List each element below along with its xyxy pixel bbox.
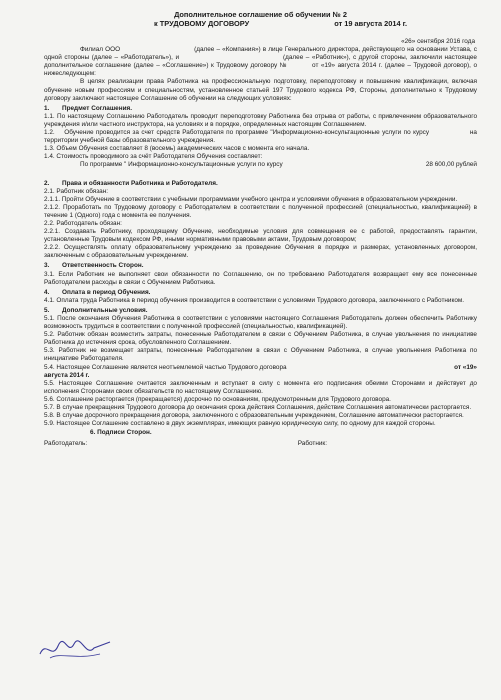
clause-2-2-2: 2.2.2. Осуществлять оплату образовательному учреждению за проведение Обучения в порядке и размерах, установленных договором, заключенным с образовательным учреждением.: [44, 244, 477, 260]
clause-5-9: 5.9. Настоящее Соглашение составлено в двух экземплярах, имеющих равную юридическую силу, по одному для каждой стороны.: [44, 420, 436, 428]
section-2-heading: 2. Права и обязанности Работника и Работодателя.: [44, 179, 218, 187]
clause-1-3: 1.3. Объем Обучения составляет 8 (восемь) академических часов с момента его начала.: [44, 145, 310, 153]
section-5-heading: 5. Дополнительные условия.: [44, 306, 148, 314]
clause-5-4-continuation: августа 2014 г.: [44, 371, 90, 379]
clause-2-2: 2.2. Работодатель обязан:: [44, 219, 122, 227]
employer-signature-label: Работодатель:: [44, 440, 88, 448]
program-cost: 28 600,00 рублей: [425, 161, 477, 169]
section-1-heading: 1. Предмет Соглашения.: [44, 104, 133, 112]
clause-1-2: 1.2. Обучение проводится за счет средств Работодателя по программе "Информационно-консультационные услуги по курсу на территории учебной базы образовательного учреждения.: [44, 129, 479, 145]
document-title: [44, 10, 477, 28]
clause-4-1: 4.1. Оплата труда Работника в период обучения производится в соответствии с условиями Трудового договора, заключенного с Работником.: [44, 296, 465, 304]
title-contract-ref: к ТРУДОВОМУ ДОГОВОРУ: [154, 19, 250, 28]
clause-2-2-1: 2.2.1. Создавать Работнику, проходящему Обучение, необходимые условия для совмещения ее с работой, предоставлять гарантии, установленные Трудовым кодексом РФ, иными нормативными правовыми актами, Трудовым договором;: [44, 228, 477, 244]
program-name: По программе " Информационно-консультационные услуги по курсу: [80, 161, 283, 169]
section-4-heading: 4. Оплата в период Обучения.: [44, 288, 151, 296]
signature-row: [44, 440, 477, 448]
clause-1-4: 1.4. Стоимость проводимого за счёт Работодателя Обучения составляет:: [44, 153, 263, 161]
title-contract-date: от 19 августа 2014 г.: [334, 19, 407, 28]
title-line-1: Дополнительное соглашение об обучении № 2: [174, 10, 347, 19]
handwritten-signature-icon: [36, 636, 116, 662]
clause-5-8: 5.8. В случае досрочного прекращения договора, заключенного с образовательным учреждением, Соглашение автоматически расторгается.: [44, 412, 464, 420]
employee-signature-label: Работник:: [297, 440, 327, 448]
clause-5-2: 5.2. Работник обязан возместить затраты, понесенные Работодателем в связи с Обучением Работника, в случае увольнения по инициативе Работника до истечения срока, обусловленного Соглашением.: [44, 331, 477, 347]
clause-5-4: 5.4. Настоящее Соглашение является неотъемлемой частью Трудового договора от «19»: [44, 363, 477, 371]
clause-5-4-date: от «19»: [454, 363, 477, 371]
clause-2-1: 2.1. Работник обязан:: [44, 187, 109, 195]
document-date: «26» сентября 2016 года: [401, 38, 475, 45]
section-3-heading: 3. Ответственность Сторон.: [44, 262, 144, 270]
clause-2-1-1: 2.1.1. Пройти Обучение в соответствии с учебными программами учебного центра и условиями обучения в образовательном учреждении.: [44, 195, 458, 203]
preamble-paragraph: В целях реализации права Работника на профессиональную подготовку, переподготовку и повышение квалификации, включая обучение новым профессиям и специальностям, установленное статьей 197 Трудового кодекса РФ, Стороны, дополнительно к Трудовому договору заключают настоящее Соглашение об обучении на следующих условиях:: [44, 78, 477, 102]
clause-5-5: 5.5. Настоящее Соглашение считается заключенным и вступает в силу с момента его подписания обеими Сторонами и действует до исполнения Сторонами своих обязательств по настоящему Соглашению.: [44, 379, 477, 395]
title-line-2: [44, 19, 477, 28]
clause-2-1-2: 2.1.2. Проработать по Трудовому договору с Работодателем в соответствии с полученной профессией (специальностью, квалификацией) в течение 1 (Одного) года с момента ее получения.: [44, 203, 477, 219]
program-cost-row: [44, 161, 477, 169]
clause-3-1: 3.1. Если Работник не выполняет свои обязанности по Соглашению, он по требованию Работодателя возвращает ему все понесенные Работодателем расходы в связи с Обучением Работника.: [44, 270, 477, 286]
clause-5-3: 5.3. Работник не возмещает затраты, понесенные Работодателем в связи с Обучением Работника, в случае увольнения Работника по инициативе Работодателя.: [44, 347, 477, 363]
clause-5-1: 5.1. После окончания Обучения Работника в соответствии с условиями настоящего Соглашения Работодатель должен обеспечить Работнику возможность трудиться в соответствии с полученной профессией (специальностью, квалификацией).: [44, 315, 477, 331]
clause-1-1: 1.1. По настоящему Соглашению Работодатель проводит переподготовку Работника без отрыва от работы, с привлечением образовательного учреждения и/или частного инструктора, на условиях и в порядке, определенных настоящим Соглашением.: [44, 112, 477, 128]
clause-5-6: 5.6. Соглашение расторгается (прекращается) досрочно по основаниям, предусмотренным для Трудового договора.: [44, 395, 391, 403]
intro-paragraph: Филиал ООО (далее – «Компания») в лице Генерального директора, действующего на основании Устава, с одной стороны (далее – «Работодатель»), и (далее – «Работник»), с другой стороны, заключили настоящее дополнительное соглашение (далее – «Соглашение») к Трудовому договору № от «19» августа 2014 г. (далее – Трудовой договор), о нижеследующем:: [44, 46, 479, 78]
clause-5-7: 5.7. В случае прекращения Трудового договора до окончания срока действия Соглашения, действие Соглашения автоматически расторгается.: [44, 404, 472, 412]
section-6-heading: 6. Подписи Сторон.: [90, 429, 152, 437]
